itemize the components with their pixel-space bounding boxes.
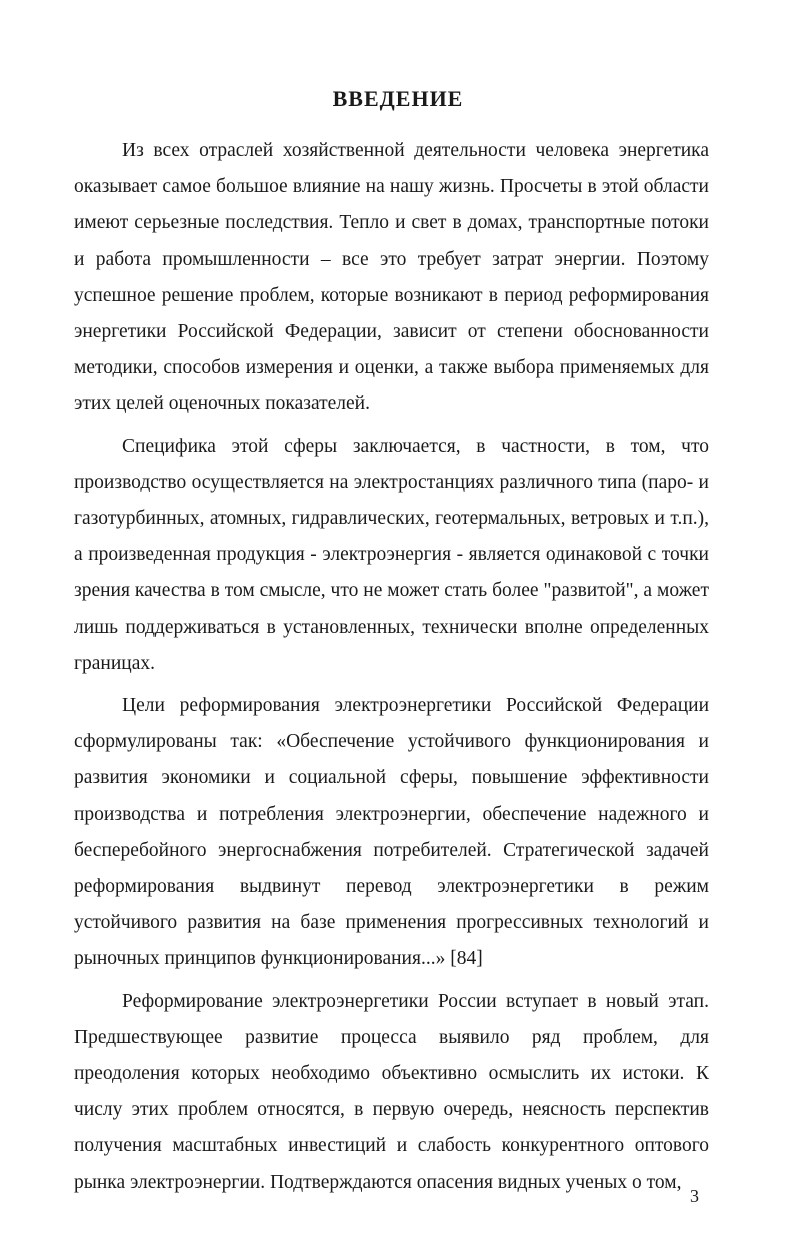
paragraph-1: Из всех отраслей хозяйственной деятельности человека энергетика оказывает самое большое влияние на нашу жизнь. Просчеты в этой области имеют серьезные последствия. Тепло и свет в домах, транспортные потоки и работа промышленности – все это требует затрат энергии. Поэтому успешное решение проблем, которые возникают в период реформирования энергетики Российской Федерации, зависит от степени обоснованности методики, способов измерения и оценки, а также выбора применяемых для этих целей оценочных показателей. [74,140,709,415]
paragraph-4: Реформирование электроэнергетики России вступает в новый этап. Предшествующее развитие процесса выявило ряд проблем, для преодоления которых необходимо объективно осмыслить их истоки. К числу этих проблем относятся, в первую очередь, неясность перспектив получения масштабных инвестиций и слабость конкурентного оптового рынка электроэнергии. Подтверждаются опасения видных ученых о том, [74,990,709,1193]
page-number: 3 [690,1186,699,1206]
page-title: ВВЕДЕНИЕ [332,86,464,111]
paragraph-3: Цели реформирования электроэнергетики Российской Федерации сформулированы так: «Обеспечение устойчивого функционирования и развития экономики и социальной сферы, повышение эффективности производства и потребления электроэнергии, обеспечение надежного и бесперебойного энергоснабжения потребителей. Стратегической задачей реформирования выдвинут перевод электроэнергетики в режим устойчивого развития на базе применения прогрессивных технологий и рыночных принципов функционирования...» [84] [74,695,709,970]
paragraph-2: Специфика этой сферы заключается, в частности, в том, что производство осуществляется на электростанциях различного типа (паро- и газотурбинных, атомных, гидравлических, геотермальных, ветровых и т.п.), а произведенная продукция - электроэнергия - является одинаковой с точки зрения качества в том смысле, что не может стать более "развитой", а может лишь поддерживаться в установленных, технически вполне определенных границах. [74,435,709,674]
body-text [74,133,709,1207]
